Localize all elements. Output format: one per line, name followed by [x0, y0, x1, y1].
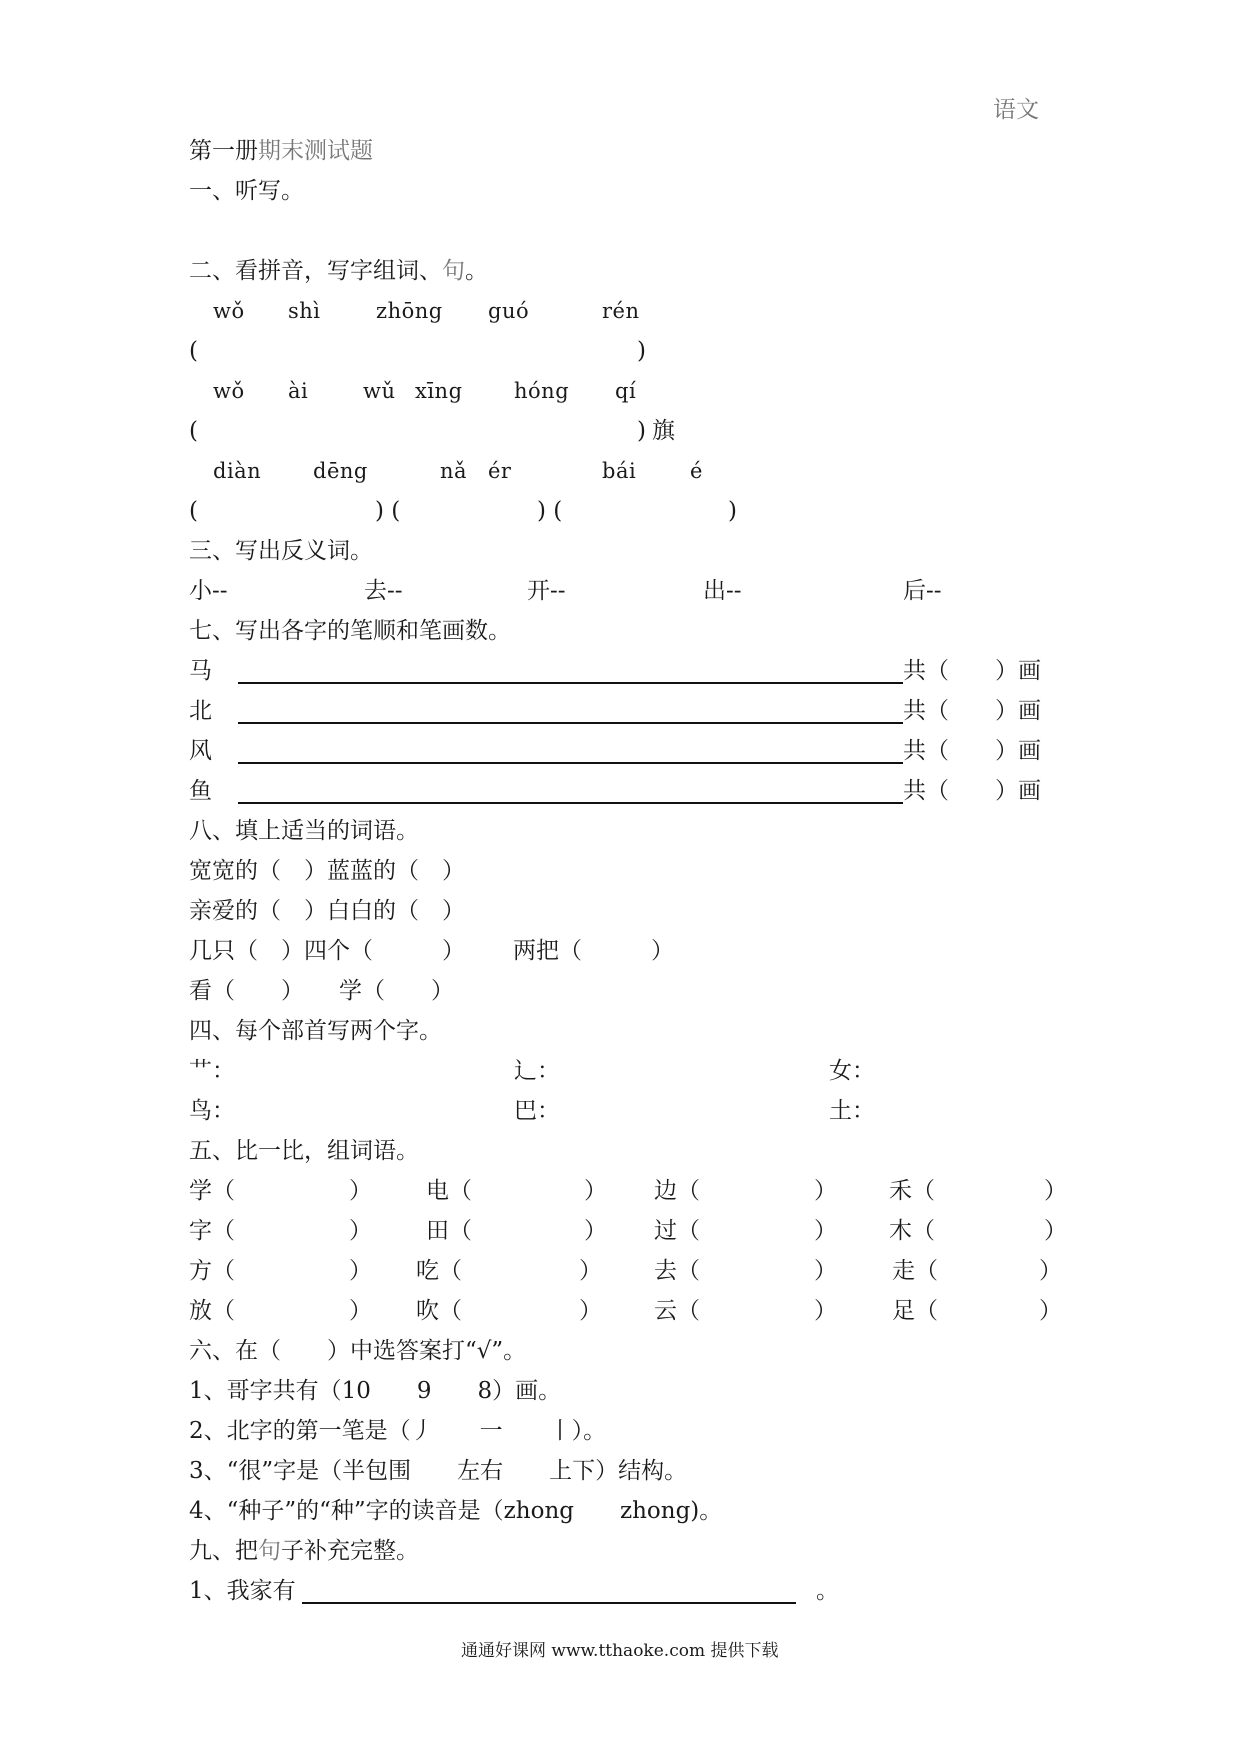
fill-row: 看（ ）	[189, 978, 304, 1004]
s9-heading-b: 句	[258, 1538, 281, 1564]
compare-close: ）	[814, 1258, 837, 1284]
antonym-item: 去--	[364, 578, 403, 604]
stroke-char: 马	[189, 658, 212, 684]
compare-item: 田（	[426, 1218, 472, 1244]
pinyin: qí	[615, 379, 637, 403]
pinyin: bái	[602, 459, 637, 483]
page-title	[189, 136, 373, 166]
answer-bracket: ) (	[537, 498, 563, 524]
answer-bracket-close: )	[637, 418, 646, 444]
antonym-item: 后--	[903, 578, 942, 604]
answer-line[interactable]	[238, 722, 903, 724]
row2-suffix: 旗	[652, 418, 675, 444]
stroke-char: 鱼	[189, 778, 212, 804]
antonym-item: 小--	[189, 578, 228, 604]
stroke-count: 共（ ）画	[903, 698, 1041, 724]
pinyin: guó	[488, 299, 530, 323]
compare-close: ）	[584, 1218, 607, 1244]
s2-heading-c: 。	[465, 258, 488, 284]
sentence-item-prefix: 1、我家有	[189, 1578, 296, 1604]
radical-item: 巴：	[514, 1098, 560, 1124]
choice-item: 1、哥字共有（10 9 8）画。	[189, 1378, 562, 1404]
compare-close: ）	[1039, 1258, 1062, 1284]
compare-close: ）	[1039, 1298, 1062, 1324]
section-9-heading	[189, 1536, 419, 1566]
subject-label: 语文	[993, 97, 1039, 123]
section-2-heading	[189, 256, 488, 286]
compare-item: 木（	[889, 1218, 935, 1244]
pinyin: wǒ	[213, 379, 245, 403]
compare-close: ）	[584, 1178, 607, 1204]
section-7-heading: 七、写出各字的笔顺和笔画数。	[189, 618, 511, 644]
compare-close: ）	[579, 1298, 602, 1324]
answer-bracket-open: (	[189, 418, 198, 444]
radical-item: 艹：	[189, 1058, 235, 1084]
pinyin: zhōng	[376, 299, 443, 323]
stroke-count: 共（ ）画	[903, 658, 1041, 684]
section-8-heading: 八、填上适当的词语。	[189, 818, 419, 844]
fill-row: 学（ ）	[339, 978, 454, 1004]
compare-item: 过（	[654, 1218, 700, 1244]
compare-item: 禾（	[889, 1178, 935, 1204]
pinyin: ér	[488, 459, 512, 483]
choice-item: 4、“种子”的“种”字的读音是（zhong zhong)。	[189, 1498, 723, 1524]
compare-close: ）	[349, 1178, 372, 1204]
radical-item: 土：	[829, 1098, 875, 1124]
compare-item: 去（	[654, 1258, 700, 1284]
pinyin: nǎ	[440, 459, 468, 483]
fill-row: 两把（ ）	[513, 938, 674, 964]
radical-item: 辶：	[514, 1058, 560, 1084]
stroke-char: 北	[189, 698, 212, 724]
sentence-item-end: 。	[816, 1578, 839, 1604]
compare-item: 吹（	[416, 1298, 462, 1324]
choice-item: 2、北字的第一笔是（丿 一 丨）。	[189, 1418, 607, 1444]
section-1-heading: 一、听写。	[189, 178, 304, 204]
compare-close: ）	[349, 1218, 372, 1244]
compare-close: ）	[1044, 1218, 1067, 1244]
compare-close: ）	[349, 1298, 372, 1324]
compare-close: ）	[814, 1178, 837, 1204]
section-4-heading: 四、每个部首写两个字。	[189, 1018, 442, 1044]
answer-line[interactable]	[238, 802, 903, 804]
pinyin: hóng	[514, 379, 570, 403]
pinyin: wǒ	[213, 299, 245, 323]
compare-item: 走（	[892, 1258, 938, 1284]
compare-close: ）	[814, 1298, 837, 1324]
compare-close: ）	[814, 1218, 837, 1244]
section-5-heading: 五、比一比，组词语。	[189, 1138, 419, 1164]
compare-item: 边（	[654, 1178, 700, 1204]
section-6-heading: 六、在（ ）中选答案打“√”。	[189, 1338, 527, 1364]
compare-close: ）	[349, 1258, 372, 1284]
fill-row: 亲爱的（ ）白白的（ ）	[189, 898, 465, 924]
s2-heading-b: 句	[442, 258, 465, 284]
pinyin: rén	[602, 299, 640, 323]
antonym-item: 开--	[527, 578, 566, 604]
fill-row: 宽宽的（ ）蓝蓝的（ ）	[189, 858, 465, 884]
answer-line[interactable]	[238, 682, 903, 684]
pinyin: diàn	[213, 459, 262, 483]
pinyin: wǔ	[363, 379, 396, 403]
stroke-char: 风	[189, 738, 212, 764]
s9-heading-c: 子补充完整。	[281, 1538, 419, 1564]
stroke-count: 共（ ）画	[903, 778, 1041, 804]
footer-text: 通通好课网 www.tthaoke.com 提供下载	[461, 1641, 779, 1661]
radical-item: 鸟：	[189, 1098, 235, 1124]
answer-bracket-close: )	[637, 338, 646, 364]
answer-line[interactable]	[238, 762, 903, 764]
pinyin: é	[690, 459, 703, 483]
radical-item: 女：	[829, 1058, 875, 1084]
compare-item: 电（	[426, 1178, 472, 1204]
answer-bracket: (	[189, 498, 198, 524]
answer-line[interactable]	[302, 1602, 796, 1604]
section-3-heading: 三、写出反义词。	[189, 538, 373, 564]
pinyin: ài	[288, 379, 309, 403]
compare-close: ）	[579, 1258, 602, 1284]
compare-item: 放（	[189, 1298, 235, 1324]
compare-item: 吃（	[416, 1258, 462, 1284]
compare-close: ）	[1044, 1178, 1067, 1204]
pinyin: xīng	[415, 379, 463, 403]
answer-bracket: )	[728, 498, 737, 524]
stroke-count: 共（ ）画	[903, 738, 1041, 764]
s9-heading-a: 九、把	[189, 1538, 258, 1564]
answer-bracket-open: (	[189, 338, 198, 364]
compare-item: 字（	[189, 1218, 235, 1244]
compare-item: 足（	[892, 1298, 938, 1324]
s2-heading-a: 二、看拼音，写字组词、	[189, 258, 442, 284]
antonym-item: 出--	[703, 578, 742, 604]
compare-item: 方（	[189, 1258, 235, 1284]
compare-item: 云（	[654, 1298, 700, 1324]
compare-item: 学（	[189, 1178, 235, 1204]
fill-row: 几只（ ）四个（ ）	[189, 938, 465, 964]
pinyin: dēng	[313, 459, 368, 483]
choice-item: 3、“很”字是（半包围 左右 上下）结构。	[189, 1458, 688, 1484]
pinyin: shì	[288, 299, 321, 323]
title-main: 第一册	[189, 138, 258, 164]
answer-bracket: ) (	[375, 498, 401, 524]
title-rest: 期末测试题	[258, 138, 373, 164]
